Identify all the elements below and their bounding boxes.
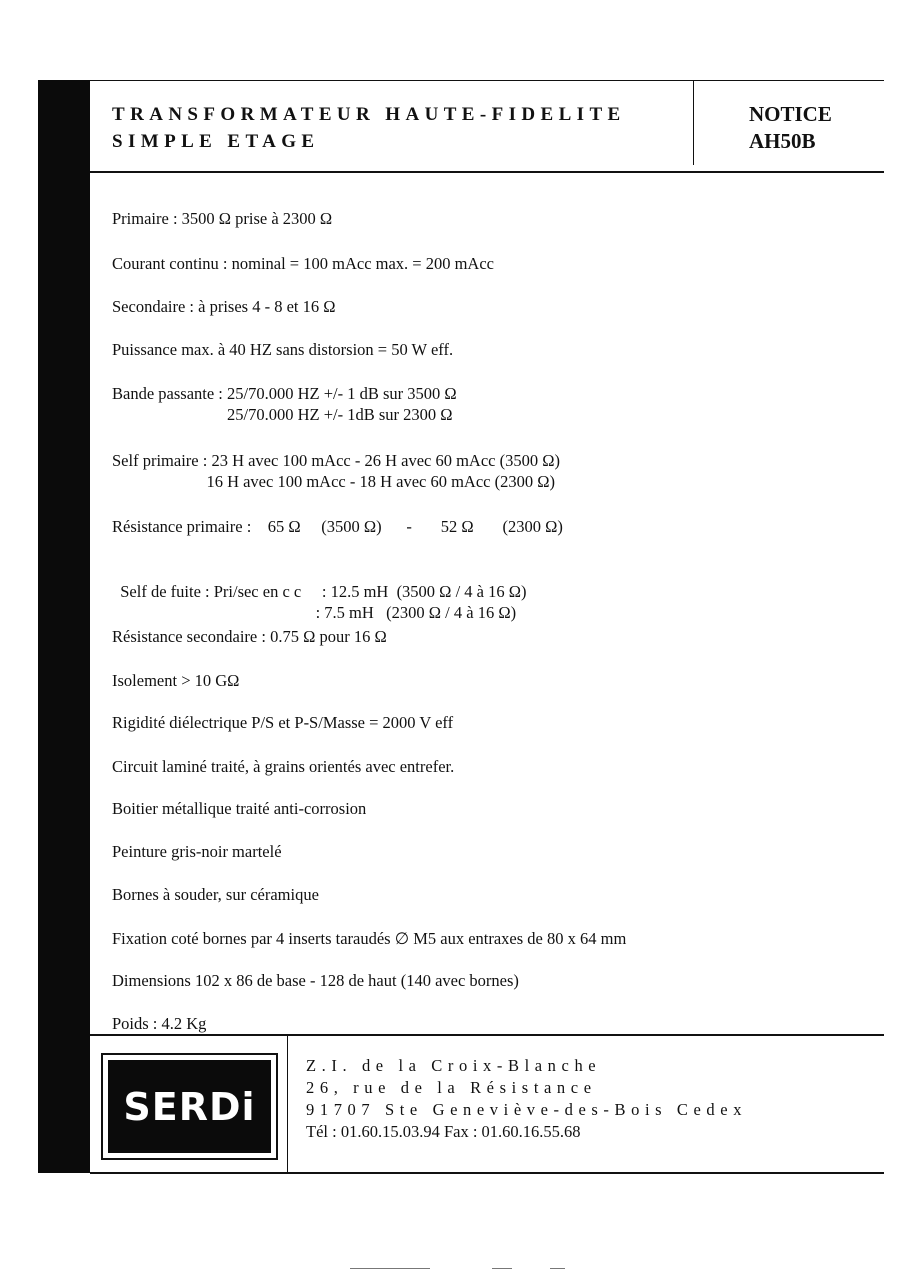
bande-passante-label: Bande passante :: [112, 384, 228, 403]
logo-text: SERDi: [123, 1084, 256, 1129]
self-primaire-value-2: 16 H avec 100 mAcc - 18 H avec 60 mAcc (2300 Ω): [206, 472, 555, 491]
self-fuite-separator: :: [315, 603, 325, 622]
address-line-1: Z.I. de la Croix-Blanche: [306, 1056, 602, 1075]
address-line-2: 26, rue de la Résistance: [306, 1078, 597, 1097]
notice-code: AH50B: [749, 129, 816, 153]
bande-passante-value-2: 25/70.000 HZ +/- 1dB sur 2300 Ω: [227, 405, 453, 424]
self-fuite-value-2: 7.5 mH (2300 Ω / 4 à 16 Ω): [324, 603, 517, 622]
spec-courant-continu: Courant continu : nominal = 100 mAcc max. = 200 mAcc: [112, 254, 494, 273]
spec-resistance-primaire: Résistance primaire : 65 Ω (3500 Ω) - 52 Ω (2300 Ω): [112, 517, 563, 536]
header-divider: [693, 80, 694, 165]
left-black-bar: [38, 80, 90, 1173]
spec-rigidite: Rigidité diélectrique P/S et P-S/Masse = 2000 V eff: [112, 713, 454, 732]
scan-mark: [492, 1268, 512, 1269]
spec-isolement: Isolement > 10 GΩ: [112, 671, 240, 690]
title-line-2: SIMPLE ETAGE: [112, 131, 320, 152]
spec-bornes: Bornes à souder, sur céramique: [112, 885, 319, 904]
spec-resistance-secondaire: Résistance secondaire : 0.75 Ω pour 16 Ω: [112, 627, 387, 646]
footer-top-rule: [90, 1034, 884, 1036]
footer-bottom-rule: [90, 1172, 884, 1174]
header-bottom-rule: [90, 171, 884, 173]
bande-passante-value-1: 25/70.000 HZ +/- 1 dB sur 3500 Ω: [227, 384, 457, 403]
scan-mark: [550, 1268, 565, 1269]
self-primaire-value-1: 23 H avec 100 mAcc - 26 H avec 60 mAcc (3500 Ω): [211, 451, 560, 470]
document-title: [112, 101, 626, 155]
phone-fax: Tél : 01.60.15.03.94 Fax : 01.60.16.55.68: [306, 1122, 581, 1141]
footer-divider: [287, 1035, 288, 1173]
header-top-rule: [90, 80, 884, 81]
spec-fixation: Fixation coté bornes par 4 inserts taraudés ∅ M5 aux entraxes de 80 x 64 mm: [112, 929, 627, 948]
self-fuite-label: Self de fuite : Pri/sec en c c :: [120, 582, 331, 601]
spec-circuit: Circuit laminé traité, à grains orientés avec entrefer.: [112, 757, 455, 776]
serdi-logo: [101, 1053, 278, 1160]
logo-background: [108, 1060, 271, 1153]
spec-secondaire: Secondaire : à prises 4 - 8 et 16 Ω: [112, 297, 336, 316]
notice-box: [749, 101, 832, 155]
spec-boitier: Boitier métallique traité anti-corrosion: [112, 799, 367, 818]
self-fuite-value-1: 12.5 mH (3500 Ω / 4 à 16 Ω): [330, 582, 527, 601]
notice-label: NOTICE: [749, 102, 832, 126]
spec-puissance: Puissance max. à 40 HZ sans distorsion = 50 W eff.: [112, 340, 454, 359]
company-address: [306, 1055, 747, 1143]
address-line-3: 91707 Ste Geneviève-des-Bois Cedex: [306, 1100, 748, 1119]
title-line-1: TRANSFORMATEUR HAUTE-FIDELITE: [112, 104, 626, 125]
spec-peinture: Peinture gris-noir martelé: [112, 842, 282, 861]
spec-self-de-fuite: [112, 560, 527, 622]
spec-poids: Poids : 4.2 Kg: [112, 1014, 207, 1033]
scan-mark: [350, 1268, 430, 1269]
spec-bande-passante: [112, 383, 457, 424]
self-primaire-label: Self primaire :: [112, 451, 212, 470]
spec-self-primaire: [112, 450, 560, 491]
spec-dimensions: Dimensions 102 x 86 de base - 128 de haut (140 avec bornes): [112, 971, 519, 990]
spec-primaire: Primaire : 3500 Ω prise à 2300 Ω: [112, 209, 333, 228]
